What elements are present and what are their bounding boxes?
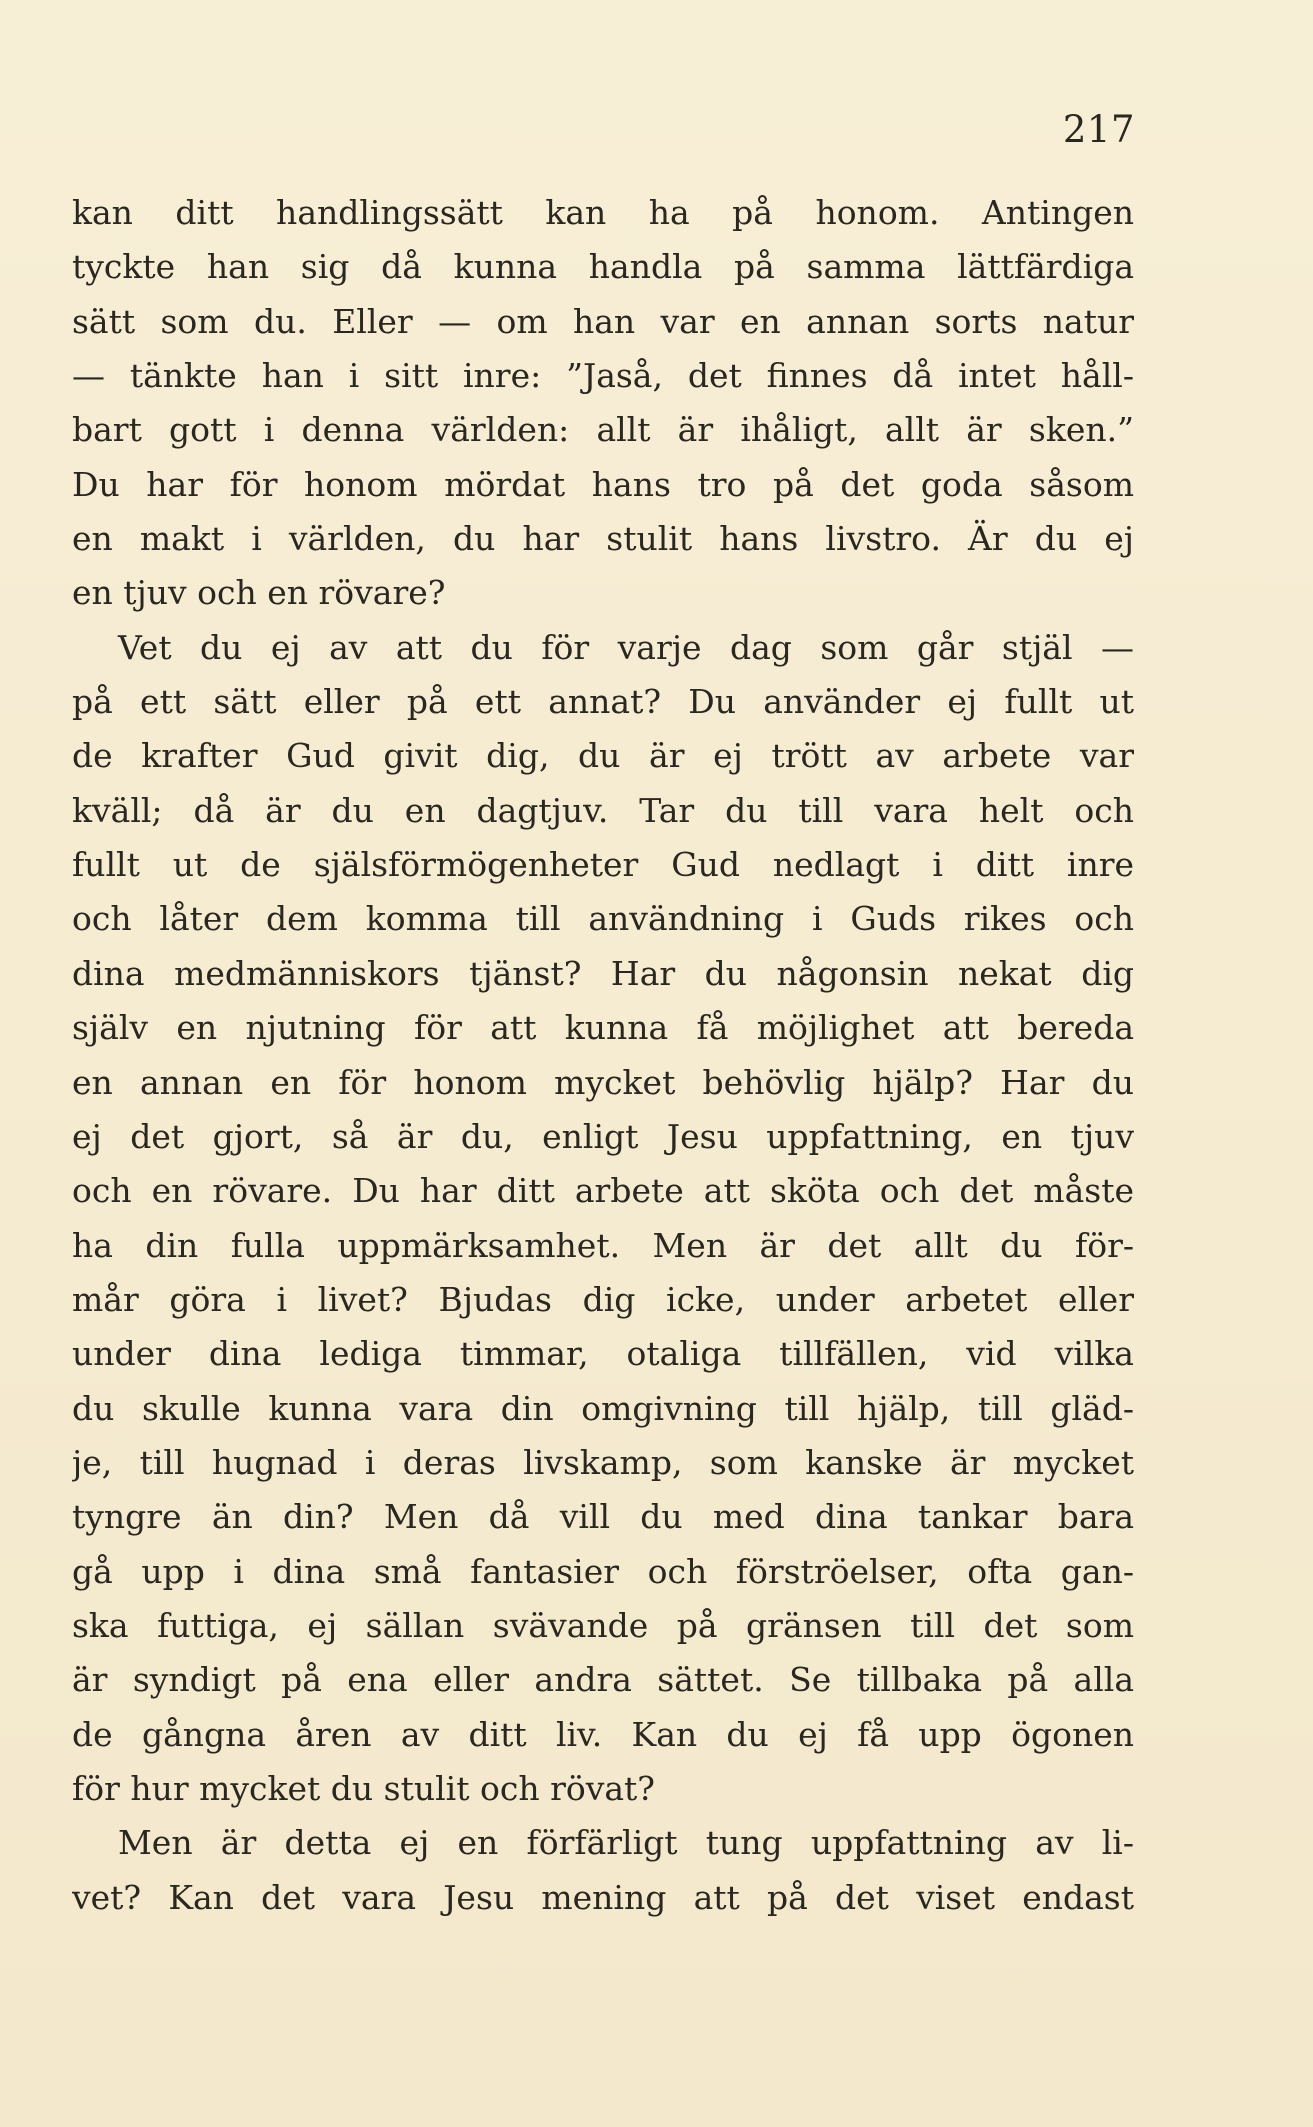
text-line: Du har för honom mördat hans tro på det goda såsom bbox=[72, 464, 1134, 504]
text-line: kan ditt handlingssätt kan ha på honom. Antingen bbox=[72, 193, 1134, 232]
body-text bbox=[72, 186, 1134, 1925]
page-number: 217 bbox=[1062, 108, 1135, 151]
text-line: Men är detta ej en förfärligt tung uppfattning av li- bbox=[118, 1823, 1134, 1863]
text-line: je, till hugnad i deras livskamp, som kanske är mycket bbox=[72, 1442, 1134, 1482]
text-line: dina medmänniskors tjänst? Har du någonsin nekat dig bbox=[72, 953, 1134, 993]
text-line: på ett sätt eller på ett annat? Du använder ej fullt ut bbox=[72, 682, 1134, 722]
text-line: är syndigt på ena eller andra sättet. Se tillbaka på alla bbox=[72, 1660, 1134, 1700]
text-line: — tänkte han i sitt inre: ”Jaså, det finnes då intet håll- bbox=[72, 356, 1134, 396]
text-line: och låter dem komma till användning i Guds rikes och bbox=[72, 899, 1134, 939]
text-line: under dina lediga timmar, otaliga tillfällen, vid vilka bbox=[72, 1334, 1134, 1374]
text-line: ej det gjort, så är du, enligt Jesu uppfattning, en tjuv bbox=[72, 1116, 1134, 1156]
text-line: sätt som du. Eller — om han var en annan sorts natur bbox=[72, 301, 1134, 341]
text-line: vet? Kan det vara Jesu mening att på det viset endast bbox=[72, 1877, 1134, 1917]
text-line: kväll; då är du en dagtjuv. Tar du till vara helt och bbox=[72, 790, 1134, 830]
text-line: du skulle kunna vara din omgivning till hjälp, till gläd- bbox=[72, 1388, 1134, 1428]
text-line: för hur mycket du stulit och rövat? bbox=[72, 1768, 655, 1808]
text-line: bart gott i denna världen: allt är ihåligt, allt är sken.” bbox=[72, 410, 1134, 450]
text-line: mår göra i livet? Bjudas dig icke, under arbetet eller bbox=[72, 1279, 1134, 1319]
text-line: gå upp i dina små fantasier och förströelser, ofta gan- bbox=[72, 1551, 1134, 1591]
text-line: tyckte han sig då kunna handla på samma lättfärdiga bbox=[72, 247, 1134, 287]
text-line: de krafter Gud givit dig, du är ej trött av arbete var bbox=[72, 736, 1134, 776]
text-line: Vet du ej av att du för varje dag som går stjäl — bbox=[118, 627, 1134, 667]
text-line: fullt ut de själsförmögenheter Gud nedlagt i ditt inre bbox=[72, 845, 1134, 885]
text-line: en tjuv och en rövare? bbox=[72, 573, 446, 613]
text-line: en makt i världen, du har stulit hans livstro. Är du ej bbox=[72, 519, 1134, 559]
text-line: själv en njutning för att kunna få möjlighet att bereda bbox=[72, 1008, 1134, 1048]
text-line: en annan en för honom mycket behövlig hjälp? Har du bbox=[72, 1062, 1134, 1102]
text-line: ha din fulla uppmärksamhet. Men är det allt du för- bbox=[72, 1225, 1134, 1265]
text-line: de gångna åren av ditt liv. Kan du ej få upp ögonen bbox=[72, 1714, 1134, 1754]
text-line: ska futtiga, ej sällan svävande på gränsen till det som bbox=[72, 1605, 1134, 1645]
text-line: tyngre än din? Men då vill du med dina tankar bara bbox=[72, 1497, 1134, 1537]
text-line: och en rövare. Du har ditt arbete att sköta och det måste bbox=[72, 1171, 1134, 1211]
